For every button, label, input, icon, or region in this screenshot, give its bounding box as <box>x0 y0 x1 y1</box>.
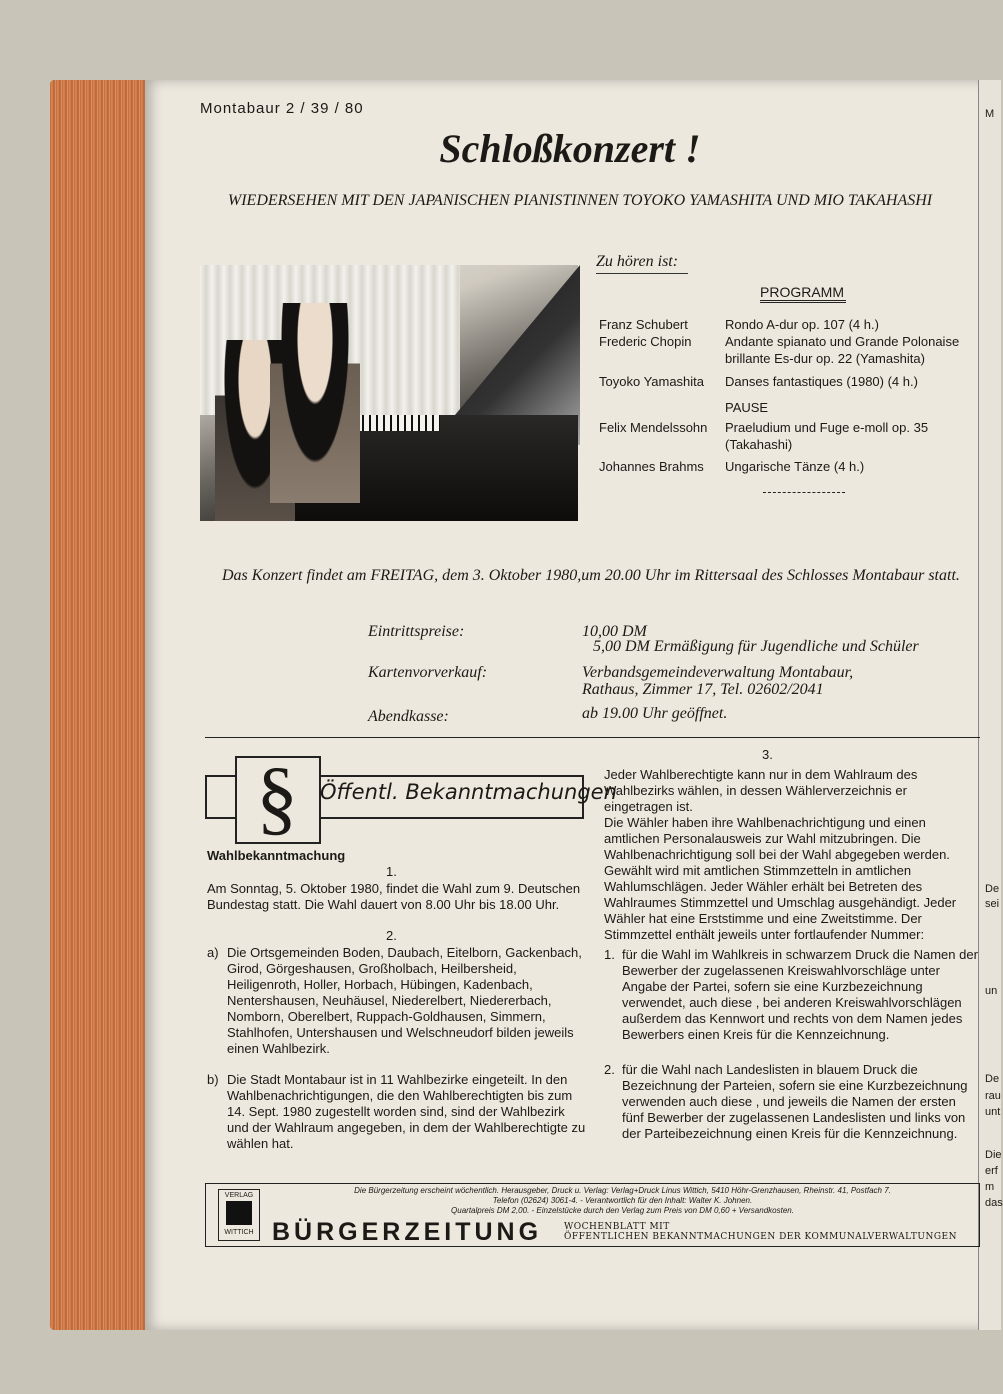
masthead-title: BÜRGERZEITUNG <box>272 1218 543 1246</box>
list-label: a) <box>207 945 219 960</box>
work: Andante spianato und Grande Polonaise brillante Es-dur op. 22 (Yamashita) <box>725 334 960 366</box>
program-heading: PROGRAMM <box>760 284 844 300</box>
paragraph-icon: § <box>256 751 298 844</box>
margin-fragment: De <box>985 1073 1000 1085</box>
notices-banner-text: Öffentl. Bekanntmachungen <box>320 780 617 804</box>
program-underline <box>760 300 846 303</box>
subtitle: WIEDERSEHEN MIT DEN JAPANISCHEN PIANISTINNEN TOYOKO YAMASHITA UND MIO TAKAHASHI <box>227 192 933 209</box>
logo-bottom-text: WITTICH <box>224 1229 254 1236</box>
election-date-text: Am Sonntag, 5. Oktober 1980, findet die Wahl zum 9. Deutschen Bundestag statt. Die Wahl dauert von 8.00 Uhr bis 18.00 Uhr. <box>207 881 581 912</box>
composer: Felix Mendelssohn <box>599 420 708 435</box>
composer: Johannes Brahms <box>599 459 704 474</box>
election-notice-heading: Wahlbekanntmachung <box>207 848 346 863</box>
districts-text: Die Stadt Montabaur ist in 11 Wahlbezirke eingeteilt. In den Wahlbenachrichtigungen, die den Wahlberechtigten bis zum 14. Sept. 1980 zugestellt worden sind, sind der Wahlbezirk und der Wahlraum angegeben, in dem der Wahlberechtigte zu wählen hat. <box>227 1072 586 1151</box>
list-label: 2. <box>604 1062 615 1077</box>
masthead-subtitle-line: WOCHENBLATT MIT <box>564 1222 670 1232</box>
constituency-text: für die Wahl im Wahlkreis in schwarzem Druck die Namen der Bewerber der zugelassenen Kreiswahlvorschläge unter Angabe der Partei, sofern sie eine Kurzbezeichnung verwendet, auch diese , bei anderen Kreiswahlvorschlägen außerdem das Kennwort und rechts von dem Namen jedes Bewerbers einen Kreis für die Kennzeichnung. <box>622 947 978 1042</box>
municipalities-text: Die Ortsgemeinden Boden, Daubach, Eitelborn, Gackenbach, Girod, Görgeshausen, Großholbach, Heilbersheid, Heiligenroth, Holler, Horbach, Hübingen, Kadenbach, Nentershausen, Neuhäusel, Niederelbert, Niedererbach, Nomborn, Oberelbert, Ruppach-Goldhausen, Simmern, Stahlhofen, Untershausen und Welschneudorf bilden jeweils einen Wahlbezirk. <box>227 945 582 1056</box>
publisher-info <box>270 1186 975 1216</box>
presale-address: Rathaus, Zimmer 17, Tel. 02602/2041 <box>582 681 824 698</box>
logo-mark-icon <box>226 1201 252 1225</box>
list-label: 1. <box>604 947 615 962</box>
price-reduced: 5,00 DM Ermäßigung für Jugendliche und Schüler <box>593 638 919 655</box>
margin-fragment: erf <box>985 1165 998 1177</box>
program-end-rule <box>763 492 845 493</box>
work: Rondo A-dur op. 107 (4 h.) <box>725 317 879 332</box>
composer: Toyoko Yamashita <box>599 374 705 389</box>
composer: Franz Schubert <box>599 317 688 332</box>
publisher-info-line: Die Bürgerzeitung erscheint wöchentlich. Herausgeber, Druck u. Verlag: Verlag+Druck Linus Wittich, 5410 Höhr-Grenzhausen, Rheinstr. 41, Postfach 7. <box>354 1186 891 1195</box>
margin-fragment: unt <box>985 1106 1001 1118</box>
next-page-edge <box>978 80 1001 1330</box>
section-number: 2. <box>386 928 397 943</box>
section-number: 3. <box>762 747 773 762</box>
voting-room-text: Jeder Wahlberechtigte kann nur in dem Wahlraum des Wahlbezirks wählen, in dessen Wählerverzeichnis er eingetragen ist. <box>604 767 918 814</box>
pianist-figure <box>270 303 360 503</box>
publisher-info-line: Quartalpreis DM 2,00. - Einzelstücke durch den Verlag zum Preis von DM 0,60 + Versandkosten. <box>451 1206 794 1215</box>
margin-fragment: Die <box>985 1149 1002 1161</box>
concert-info: Das Konzert findet am FREITAG, dem 3. Oktober 1980,um 20.00 Uhr im Rittersaal des Schlosses Montabaur statt. <box>222 567 960 584</box>
section-divider <box>205 737 980 738</box>
list-label: b) <box>207 1072 219 1087</box>
presale-label: Kartenvorverkauf: <box>368 664 488 681</box>
composer: Frederic Chopin <box>599 334 692 349</box>
program-intro: Zu hören ist: <box>596 253 688 274</box>
margin-fragment: rau <box>985 1090 1001 1102</box>
pianists-photo <box>200 265 578 521</box>
presale-location: Verbandsgemeindeverwaltung Montabaur, <box>582 664 854 681</box>
page-title: Schloßkonzert ! <box>439 126 701 171</box>
masthead-subtitle-line: ÖFFENTLICHEN BEKANNTMACHUNGEN DER KOMMUNALVERWALTUNGEN <box>564 1232 957 1242</box>
ballot-text: Die Wähler haben ihre Wahlbenachrichtigung und einen amtlichen Personalausweis zur Wahl mitzubringen. Die Wahlbenachrichtigung soll bei der Wahl abgegeben werden. Gewählt wird mit amtlichen Stimmzetteln in amtlichen Wahlumschlägen. Jeder Wähler erhält bei Betreten des Wahlraumes Stimmzettel und Umschlag ausgehändigt. Jeder Wähler hat eine Erststimme und eine Zweitstimme. Der Stimmzettel enthält jeweils unter fortlaufender Nummer: <box>604 815 957 942</box>
publisher-logo <box>218 1189 260 1241</box>
work: Ungarische Tänze (4 h.) <box>725 459 865 474</box>
page-reference: Montabaur 2 / 39 / 80 <box>200 100 364 117</box>
margin-fragment: M <box>985 108 995 120</box>
price-value: 10,00 DM <box>582 623 647 640</box>
box-office-value: ab 19.00 Uhr geöffnet. <box>582 705 728 722</box>
work: Danses fantastiques (1980) (4 h.) <box>725 374 918 389</box>
pause-label: PAUSE <box>725 400 769 415</box>
margin-fragment: un <box>985 985 998 997</box>
price-label: Eintrittspreise: <box>368 623 465 640</box>
publisher-info-line: Telefon (02624) 3061-4. - Verantwortlich für den Inhalt: Walter K. Johnen. <box>492 1196 753 1205</box>
margin-fragment: m <box>985 1181 995 1193</box>
work: Praeludium und Fuge e-moll op. 35 (Takahashi) <box>725 420 929 452</box>
logo-top-text: VERLAG <box>224 1192 254 1199</box>
state-list-text: für die Wahl nach Landeslisten in blauem Druck die Bezeichnung der Parteien, sofern sie eine Kurzbezeichnung verwenden auch diese , und jeweils die Namen der ersten fünf Bewerber der zugelassenen Landeslisten und links von der Parteibezeichnung einen Kreis für die Kennzeichnung. <box>622 1062 968 1141</box>
margin-fragment: De <box>985 883 1000 895</box>
book-edge <box>50 80 150 1330</box>
section-number: 1. <box>386 864 397 879</box>
margin-fragment: sei <box>985 898 1000 910</box>
box-office-label: Abendkasse: <box>368 708 449 725</box>
paragraph-emblem <box>205 751 315 844</box>
margin-fragment: das <box>985 1197 1003 1209</box>
masthead-subtitle <box>564 1222 957 1242</box>
